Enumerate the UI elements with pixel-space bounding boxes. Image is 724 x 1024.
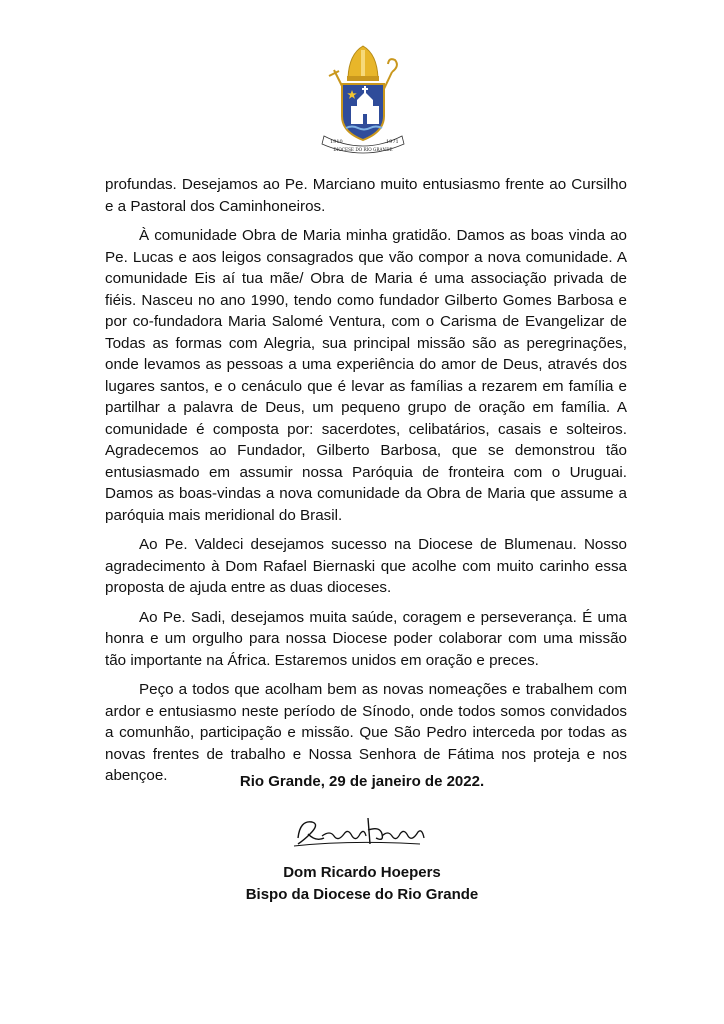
signer-name: Dom Ricardo Hoepers [283,864,441,881]
crest-year-right: 1971 [386,139,399,145]
mitre-base [347,76,379,81]
paragraph: profundas. Desejamos ao Pe. Marciano muito entusiasmo frente ao Cursilho e a Pastoral dos Caminhoneiros. [105,176,627,215]
crest-ribbon-text: DIOCESE DO RIO GRANDE [333,147,393,152]
crest-year-left: 1910 [330,139,343,145]
paragraph: Ao Pe. Sadi, desejamos muita saúde, coragem e perseverança. É uma honra e um orgulho para nossa Diocese poder colaborar com uma missão tão importante na África. Estaremos unidos em oração e preces. [105,608,627,669]
paragraph: À comunidade Obra de Maria minha gratidão. Damos as boas vinda ao Pe. Lucas e aos leigos consagrados que vão compor a nova comunidade. A comunidade Eis aí tua mãe/ Obra de Maria é uma associação privada de fiéis. Nasceu no ano 1990, tendo como fundador Gilberto Gomes Barbosa e por co-fundadora Maria Salomé Ventura, com o Carisma de Evangelizar de Todas as formas com Alegria, sua principal missão são as peregrinações, onde levamos as pessoas a uma experiência do amor de Deus, através dos lugares santos, e o cenáculo que é levar as famílias a rezarem em família e partilhar a palavra de Deus, um pequeno grupo de oração em família. A comunidade é composta por: sacerdotes, celibatários, casais e solteiros. Agradecemos ao Fundador, Gilberto Barbosa, que se demonstrou tão entusiasmado em assumir nossa Paróquia de fronteira com o Uruguai. Damos as boas-vindas a nova comunidade da Obra de Maria que assume a paróquia mais meridional do Brasil. [105,227,627,524]
paragraph: Ao Pe. Valdeci desejamos sucesso na Diocese de Blumenau. Nosso agradecimento à Dom Rafael Biernaski que acolhe com muito carinho essa proposta de ajuda entre as duas dioceses. [105,536,627,596]
paragraph: Peço a todos que acolham bem as novas nomeações e trabalhem com ardor e entusiasmo neste período de Sínodo, onde todos somos convidados a comunhão, participação e missão. Que São Pedro interceda por todas as novas frentes de trabalho e Nossa Senhora de Fátima nos proteja e nos abençoe. [105,681,627,784]
date-line: Rio Grande, 29 de janeiro de 2022. [239,773,485,790]
handwritten-signature [290,808,430,856]
diocese-crest-icon [318,40,408,160]
signer-title: Bispo da Diocese do Rio Grande [245,886,479,903]
mitre-band [361,50,365,78]
signer-block [0,862,724,906]
letter-body [105,174,627,795]
